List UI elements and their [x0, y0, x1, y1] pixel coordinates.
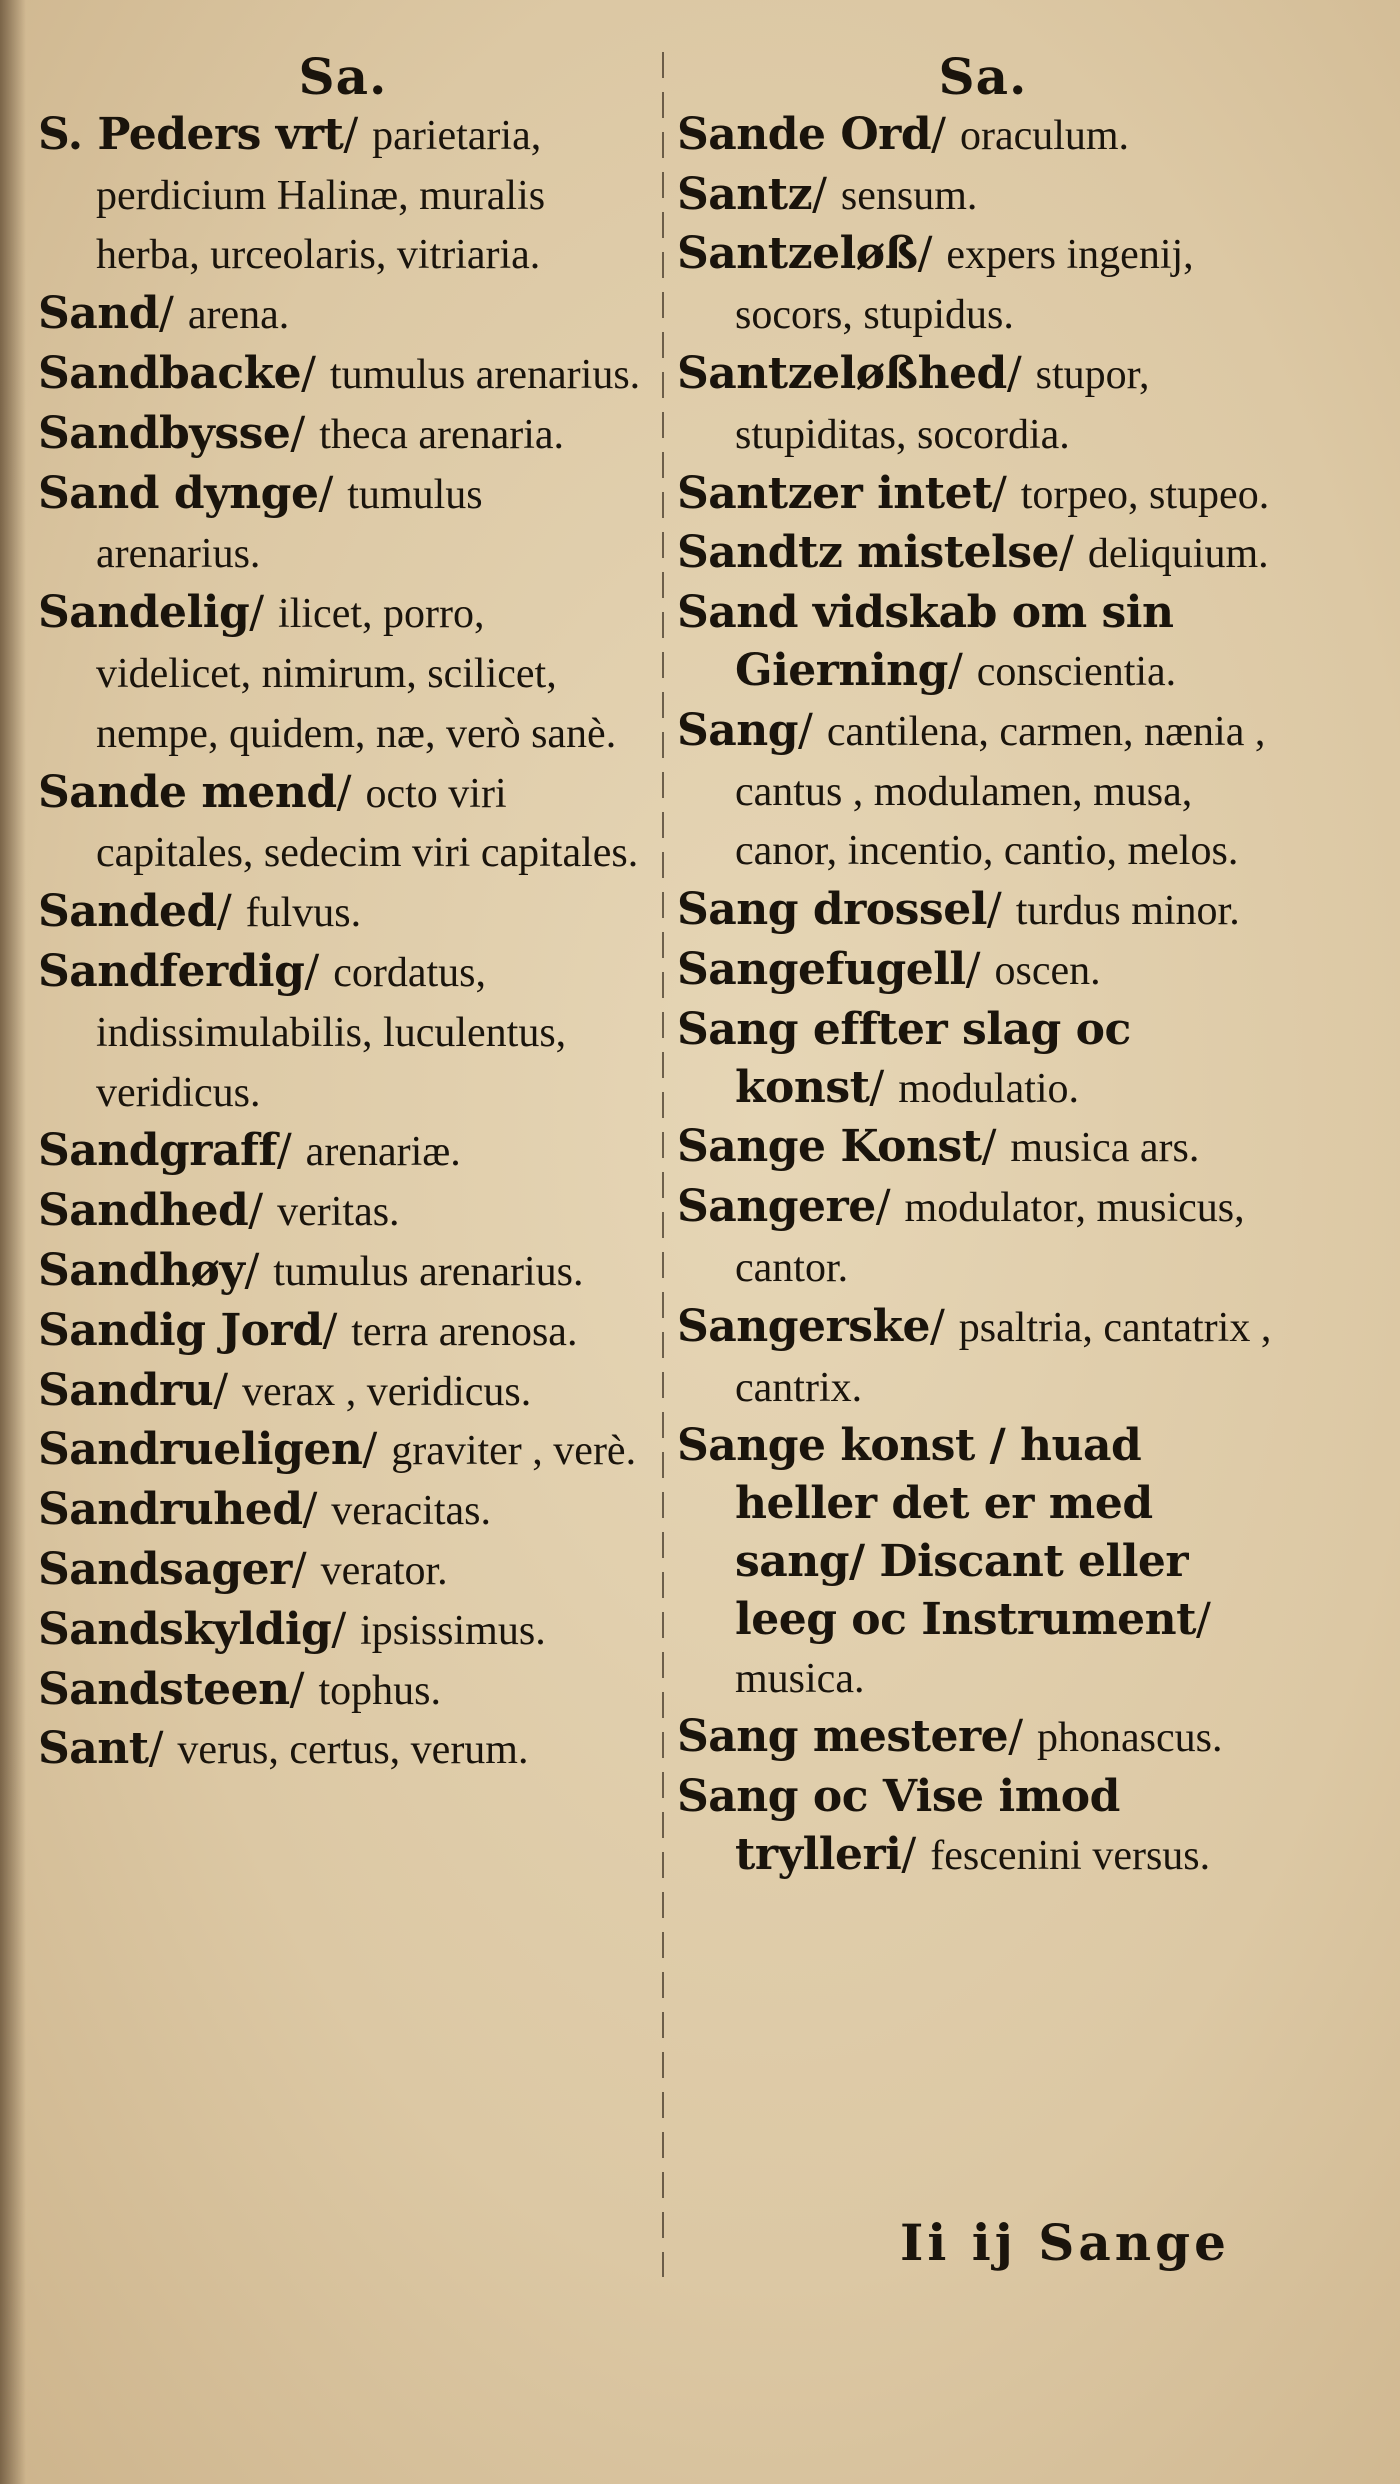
entry-separator: / — [929, 1300, 959, 1352]
entry-separator: / — [1195, 1593, 1211, 1645]
entry-separator: / — [302, 1484, 332, 1536]
entry-headword: Sandrueligen — [38, 1424, 363, 1476]
right-column — [677, 48, 1289, 1886]
entry-headword: Santzeløßhed — [677, 347, 1007, 399]
dictionary-entry — [38, 1720, 648, 1780]
entry-separator: / — [1059, 527, 1088, 579]
dictionary-entry — [677, 465, 1289, 525]
entry-separator: / — [331, 1603, 361, 1655]
dictionary-entry — [38, 1362, 648, 1422]
entry-headword: Sang drossel — [677, 884, 987, 936]
dictionary-entry — [38, 1601, 648, 1661]
left-entries — [38, 106, 648, 1780]
entry-headword: Sang mestere — [677, 1711, 1009, 1763]
entry-headword: Sang — [677, 704, 799, 756]
entry-gloss: musica. — [735, 1655, 865, 1702]
entry-gloss: octo viri capitales, sedecim viri capitales. — [96, 770, 639, 877]
entry-headword: Sande Ord — [677, 108, 932, 160]
running-head-left: Sa. — [298, 47, 388, 106]
dictionary-entry — [677, 702, 1289, 881]
entry-gloss: verus, certus, verum. — [177, 1727, 529, 1774]
entry-gloss: turdus minor. — [1015, 888, 1240, 935]
entry-separator: / — [159, 288, 188, 340]
entry-headword: Sandruhed — [38, 1484, 303, 1536]
entry-headword: Sandferdig — [38, 945, 305, 997]
entry-separator: / — [249, 587, 279, 639]
entry-gloss: stupor, stupiditas, socordia. — [735, 351, 1150, 458]
entry-headword: Sandig Jord — [38, 1304, 323, 1356]
entry-separator: / — [148, 1723, 178, 1775]
entry-separator: / — [1008, 1711, 1037, 1763]
dictionary-entry — [677, 1001, 1289, 1119]
entry-headword: Sangere — [677, 1181, 876, 1233]
dictionary-entry — [38, 345, 648, 405]
dictionary-entry — [677, 345, 1289, 465]
entry-headword: Sangefugell — [677, 943, 966, 995]
dictionary-entry — [677, 881, 1289, 941]
column-divider — [662, 52, 664, 2277]
entry-gloss: ilicet, porro, videlicet, nimirum, scilicet, nempe, quidem, næ, verò sanè. — [96, 591, 617, 757]
entry-separator: / — [362, 1424, 392, 1476]
dictionary-entry — [38, 1541, 648, 1601]
dictionary-entry — [38, 1122, 648, 1182]
entry-gloss: oscen. — [994, 947, 1101, 994]
entry-separator: / — [947, 644, 977, 696]
entry-gloss: tumulus arenarius. — [329, 351, 641, 398]
entry-gloss: veritas. — [277, 1189, 400, 1236]
dictionary-entry — [38, 1182, 648, 1242]
dictionary-entry — [38, 1661, 648, 1721]
entry-headword: Sandbacke — [38, 347, 302, 399]
entry-gloss: parietaria, perdicium Halinæ, muralis herba, urceolaris, vitriaria. — [96, 112, 546, 279]
entry-separator: / — [216, 886, 246, 938]
dictionary-entry — [38, 106, 648, 285]
catchword: Ii ij Sange — [900, 2213, 1230, 2272]
entry-separator: / — [991, 467, 1021, 519]
entry-headword: Sandhed — [38, 1185, 249, 1237]
entry-gloss: modulator, musicus, cantor. — [735, 1185, 1245, 1291]
entry-headword: Sangerske — [677, 1300, 930, 1352]
dictionary-entry — [677, 584, 1289, 702]
entry-headword: Sandsteen — [38, 1663, 290, 1715]
entry-gloss: cordatus, indissimulabilis, luculentus, veridicus. — [96, 949, 567, 1116]
dictionary-entry — [38, 1242, 648, 1302]
entry-gloss: cantilena, carmen, nænia , cantus , modulamen, musa, canor, incentio, cantio, melos. — [735, 708, 1266, 875]
entry-headword: Sande mend — [38, 766, 337, 818]
dictionary-entry — [38, 1302, 648, 1362]
entry-gloss: oraculum. — [959, 112, 1130, 159]
entry-separator: / — [322, 1304, 352, 1356]
entry-separator: / — [336, 766, 366, 818]
entry-gloss: fulvus. — [245, 890, 362, 937]
entry-gloss: fescenini versus. — [930, 1832, 1211, 1879]
entry-gloss: modulatio. — [898, 1065, 1080, 1112]
entry-separator: / — [318, 467, 348, 519]
entry-gloss: graviter , verè. — [391, 1428, 637, 1475]
entry-separator: / — [1006, 347, 1036, 399]
entry-separator: / — [798, 704, 827, 756]
dictionary-entry — [677, 1417, 1289, 1708]
entry-headword: Santzer intet — [677, 467, 992, 519]
entry-gloss: arenariæ. — [305, 1129, 461, 1176]
entry-headword: Sandru — [38, 1364, 214, 1416]
entry-gloss: tumulus arenarius. — [96, 471, 483, 578]
entry-headword: Sand vidskab om sin Gierning — [677, 587, 1174, 696]
entry-separator: / — [981, 1121, 1011, 1173]
entry-headword: Sange Konst — [677, 1121, 982, 1173]
entry-headword: Santzeløß — [677, 228, 918, 280]
entry-separator: / — [289, 1663, 319, 1715]
entry-separator: / — [304, 945, 334, 997]
entry-gloss: phonascus. — [1037, 1715, 1223, 1762]
dictionary-entry — [677, 941, 1289, 1001]
entry-headword: Sandbysse — [38, 407, 291, 459]
entry-gloss: torpeo, stupeo. — [1020, 471, 1270, 518]
entry-headword: Sandskyldig — [38, 1603, 332, 1655]
entry-gloss: terra arenosa. — [351, 1308, 578, 1355]
dictionary-entry — [38, 1481, 648, 1541]
entry-separator: / — [244, 1244, 274, 1296]
entry-gloss: verax , veridicus. — [242, 1368, 532, 1415]
dictionary-entry — [38, 764, 648, 884]
dictionary-entry — [677, 225, 1289, 345]
entry-gloss: tumulus arenarius. — [273, 1248, 584, 1295]
entry-separator: / — [986, 884, 1016, 936]
dictionary-entry — [38, 405, 648, 465]
dictionary-entry — [38, 943, 648, 1122]
dictionary-entry — [38, 1421, 648, 1481]
entry-gloss: deliquium. — [1087, 531, 1269, 578]
entry-separator: / — [812, 168, 841, 220]
entry-gloss: arena. — [187, 292, 290, 339]
entry-headword: Santz — [677, 168, 813, 220]
entry-gloss: theca arenaria. — [319, 411, 565, 458]
entry-headword: Sand dynge — [38, 467, 319, 519]
dictionary-entry — [677, 1708, 1289, 1768]
entry-headword: Sant — [38, 1723, 149, 1775]
entry-gloss: veracitas. — [331, 1488, 492, 1535]
entry-headword: Sang oc Vise imod trylleri — [677, 1771, 1120, 1880]
entry-headword: Sang effter slag oc konst — [677, 1003, 1131, 1113]
entry-headword: Sandelig — [38, 587, 250, 639]
entry-gloss: verator. — [320, 1547, 448, 1594]
entry-gloss: ipsissimus. — [360, 1607, 546, 1654]
entry-gloss: expers ingenij, socors, stupidus. — [735, 232, 1194, 339]
dictionary-entry — [677, 1768, 1289, 1886]
entry-headword: Sandsager — [38, 1543, 292, 1595]
entry-separator: / — [869, 1061, 899, 1113]
right-entries — [677, 106, 1289, 1886]
entry-separator: / — [917, 228, 947, 280]
dictionary-entry — [38, 285, 648, 345]
entry-gloss: conscientia. — [976, 648, 1177, 695]
running-head-right: Sa. — [938, 47, 1028, 106]
dictionary-entry — [677, 166, 1289, 226]
entry-separator: / — [291, 1543, 321, 1595]
entry-gloss: sensum. — [840, 172, 978, 219]
entry-separator: / — [290, 407, 320, 459]
entry-headword: Sandgraff — [38, 1125, 277, 1177]
entry-headword: Sanded — [38, 886, 217, 938]
spine-shadow — [0, 0, 26, 2484]
dictionary-entry — [677, 524, 1289, 584]
entry-separator: / — [248, 1185, 278, 1237]
dictionary-entry — [38, 883, 648, 943]
entry-separator: / — [343, 108, 373, 160]
dictionary-entry — [677, 1178, 1289, 1298]
left-column — [38, 48, 648, 1780]
entry-headword: Sange konst / huad heller det er med sang/ Discant eller leeg oc Instrument — [677, 1420, 1196, 1645]
dictionary-entry — [38, 584, 648, 763]
entry-gloss: tophus. — [318, 1667, 441, 1714]
entry-headword: Sandtz mistelse — [677, 527, 1060, 579]
entry-separator: / — [276, 1125, 306, 1177]
entry-separator: / — [875, 1181, 905, 1233]
entry-separator: / — [931, 108, 960, 160]
entry-separator: / — [901, 1828, 931, 1880]
dictionary-entry — [38, 465, 648, 585]
entry-headword: Sandhøy — [38, 1244, 245, 1296]
entry-separator: / — [213, 1364, 243, 1416]
entry-separator: / — [301, 347, 330, 399]
entry-headword: Sand — [38, 288, 160, 340]
dictionary-entry — [677, 1118, 1289, 1178]
entry-separator: / — [965, 943, 995, 995]
entry-gloss: musica ars. — [1010, 1125, 1200, 1172]
entry-gloss: psaltria, cantatrix , cantrix. — [735, 1304, 1272, 1411]
dictionary-entry — [677, 1298, 1289, 1418]
dictionary-entry — [677, 106, 1289, 166]
entry-headword: S. Peders vrt — [38, 108, 344, 160]
